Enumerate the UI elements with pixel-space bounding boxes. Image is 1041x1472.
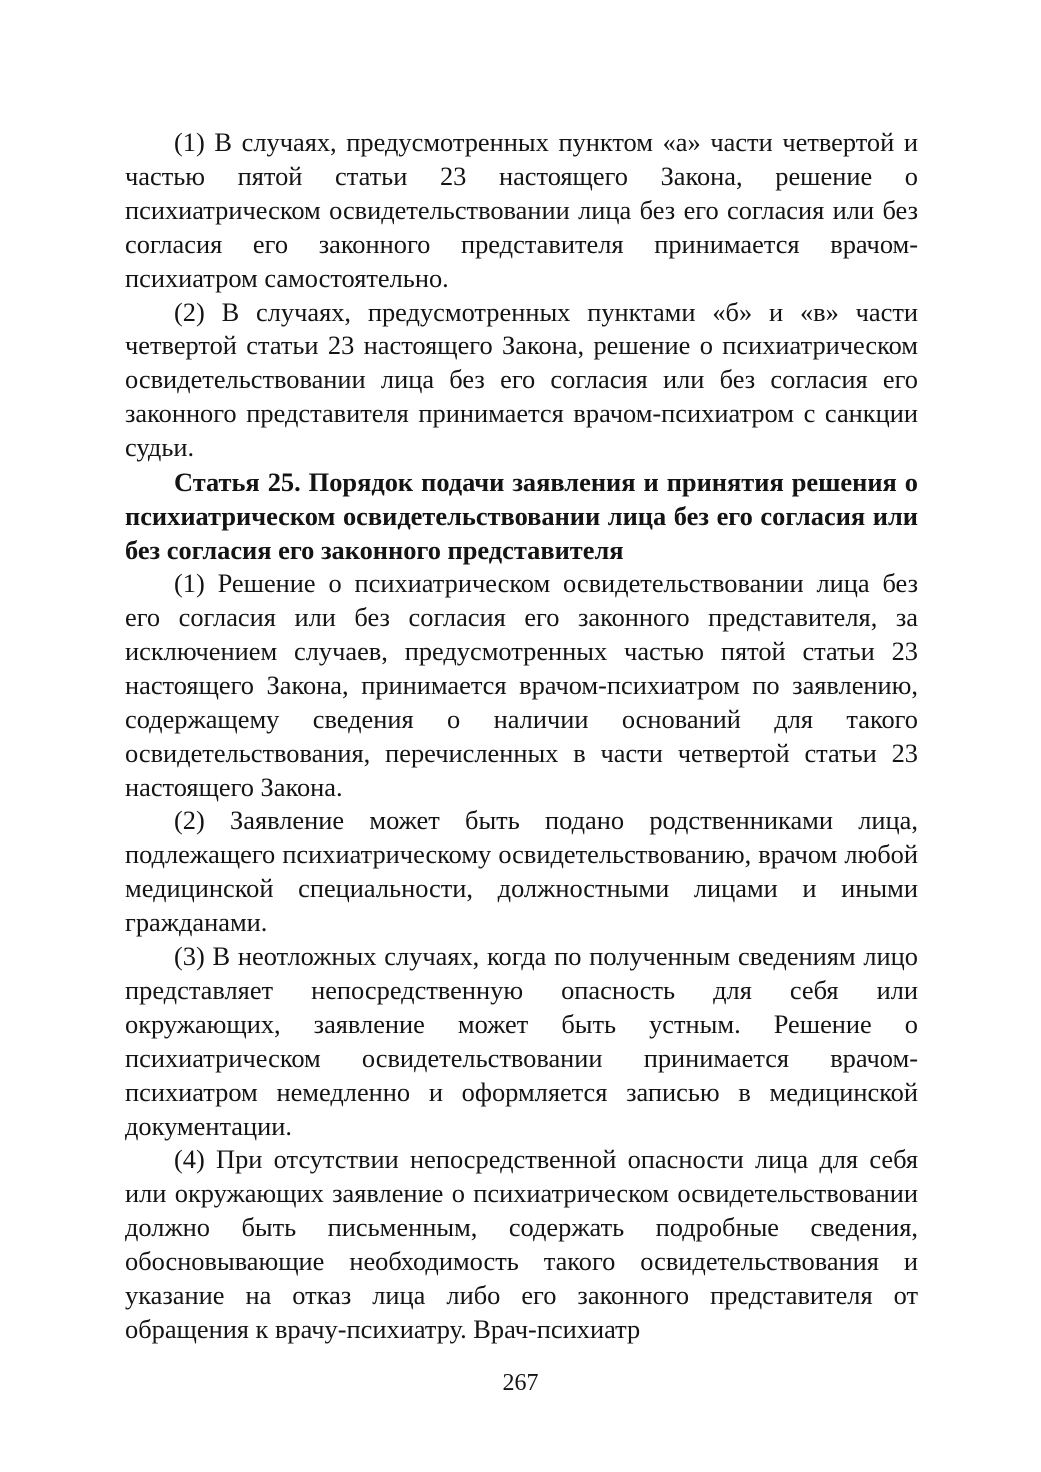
article25-paragraph-3: (3) В неотложных случаях, когда по полученным сведениям лицо представляет непосредственную опасность для себя или окружающих, заявление может быть устным. Решение о психиатрическом освидетельствовании принимается врачом-психиатром немедленно и оформляется записью в медицинской документации. [125,941,918,1141]
article25-paragraph-1: (1) Решение о психиатрическом освидетельствовании лица без его согласия или без согласия его законного представителя, за исключением случаев, предусмотренных частью пятой статьи 23 настоящего Закона, принимается врачом-психиатром по заявлению, содержащему сведения о наличии оснований для такого освидетельствования, перечисленных в части четвертой статьи 23 настоящего Закона. [125,568,918,802]
page-body [125,126,918,1347]
article25-heading: Статья 25. Порядок подачи заявления и принятия решения о психиатрическом освидетельствовании лица без его согласия или без согласия его законного представителя [125,467,918,566]
article24-paragraph-2: (2) В случаях, предусмотренных пунктами «б» и «в» части четвертой статьи 23 настоящего Закона, решение о психиатрическом освидетельствовании лица без его согласия или без согласия его законного представителя принимается врачом-психиатром с санкции судьи. [125,296,918,463]
article25-paragraph-4: (4) При отсутствии непосредственной опасности лица для себя или окружающих заявление о психиатрическом освидетельствовании должно быть письменным, содержать подробные сведения, обосновывающие необходимость такого освидетельствования и указание на отказ лица либо его законного представителя от обращения к врачу-психиатру. Врач-психиатр [125,1144,918,1344]
article25-paragraph-2: (2) Заявление может быть подано родственниками лица, подлежащего психиатрическому освидетельствованию, врачом любой медицинской специальности, должностными лицами и иными гражданами. [125,805,918,938]
page-number: 267 [502,1370,539,1396]
article24-paragraph-1: (1) В случаях, предусмотренных пунктом «а» части четвертой и частью пятой статьи 23 настоящего Закона, решение о психиатрическом освидетельствовании лица без его согласия или без согласия его законного представителя принимается врачом-психиатром самостоятельно. [125,127,918,293]
